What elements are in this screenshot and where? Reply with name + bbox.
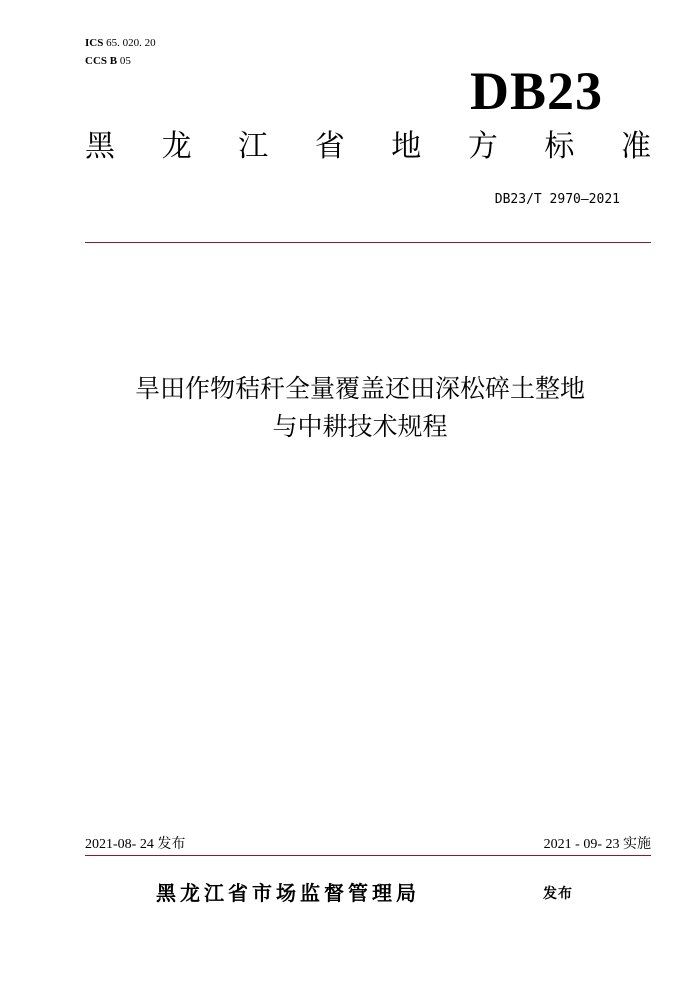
ccs-code xyxy=(85,54,131,68)
standard-type-char: 方 xyxy=(467,129,498,164)
standard-type-char: 地 xyxy=(391,129,422,164)
implementation-date: 2021 - 09- 23 实施 xyxy=(543,837,651,852)
standard-type-char: 龙 xyxy=(161,129,192,164)
issuing-authority: 黑龙江省市场监督管理局 xyxy=(156,881,420,905)
standard-type xyxy=(85,128,651,166)
ics-value: 65. 020. 20 xyxy=(106,37,156,49)
standard-type-char: 准 xyxy=(620,129,651,164)
title-line-2: 与中耕技术规程 xyxy=(272,412,448,441)
standard-type-char: 江 xyxy=(238,129,269,164)
standard-number: DB23/T 2970—2021 xyxy=(494,192,620,207)
title-line-1: 旱田作物秸秆全量覆盖还田深松碎土整地 xyxy=(134,374,585,403)
ics-code xyxy=(85,36,156,50)
standard-type-char: 省 xyxy=(314,129,345,164)
ics-label: ICS xyxy=(85,37,104,49)
standard-type-char: 黑 xyxy=(85,129,115,164)
issue-date: 2021-08- 24 发布 xyxy=(85,837,186,852)
issuing-label: 发布 xyxy=(543,886,573,902)
standard-code: DB23 xyxy=(469,61,603,121)
header-divider xyxy=(85,242,651,243)
ccs-label: CCS B xyxy=(85,55,118,67)
document-title xyxy=(40,370,680,446)
footer-divider xyxy=(85,855,651,856)
standard-type-char: 标 xyxy=(544,129,575,164)
ccs-value: 05 xyxy=(119,55,131,67)
